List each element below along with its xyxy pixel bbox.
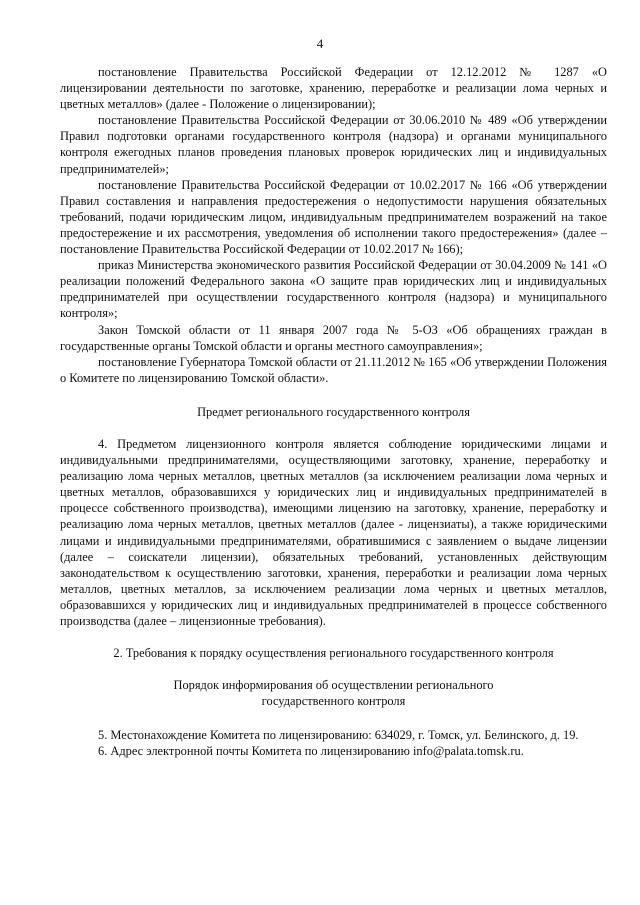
paragraph-governor-decree: постановление Губернатора Томской области от 21.11.2012 № 165 «Об утверждении Положения о Комитете по лицензированию Томской области».	[60, 354, 607, 385]
paragraph-order-141: приказ Министерства экономического развития Российской Федерации от 30.04.2009 № 141 «О реализации положений Федерального закона «О защите прав юридических лиц и индивидуальных предпринимателей при осуществлении государственного контроля (надзора) и муниципального контроля»;	[60, 258, 607, 321]
paragraph-decree-166: постановление Правительства Российской Федерации от 10.02.2017 № 166 «Об утверждении Правил составления и направления предостережения о недопустимости нарушения обязательных требований, подачи юридическим лицом, индивидуальным предпринимателем возражений на такое предостережение и их рассмотрения, уведомления об исполнении такого предостережения» (далее – постановление Правительства Российской Федерации от 10.02.2017 № 166);	[60, 177, 607, 257]
page-number: 4	[316, 36, 324, 51]
subsection-heading	[60, 677, 607, 709]
paragraph-decree-1287: постановление Правительства Российской Федерации от 12.12.2012 № 1287 «О лицензировании деятельности по заготовке, хранению, переработке и реализации лома черных и цветных металлов» (далее - Положение о лицензировании);	[60, 65, 607, 112]
document-body	[60, 64, 607, 759]
paragraph-tomsk-law: Закон Томской области от 11 января 2007 года № 5-ОЗ «Об обращениях граждан в государственные органы Томской области и органы местного самоуправления»;	[60, 322, 607, 353]
paragraph-4: 4. Предметом лицензионного контроля является соблюдение юридическими лицами и индивидуальными предпринимателями, осуществляющими заготовку, хранение, переработку и реализацию лома черных металлов, цветных металлов (за исключением реализации лома черных и цветных металлов, образовавшихся у юридических лиц и индивидуальных предпринимателей в процессе собственного производства), имеющими лицензию на заготовку, хранение, переработку и реализацию лома черных металлов, цветных металлов (далее - лицензиаты), а также юридическими лицами и индивидуальными предпринимателями, обратившимися с заявлением о выдаче лицензии (далее – соискатели лицензии), обязательных требований, установленных действующим законодательством к осуществлению заготовки, хранения, переработки и реализации лома черных металлов, цветных металлов, за исключением реализации лома черных и цветных металлов, образовавшихся у юридических лиц и индивидуальных предпринимателей в процессе собственного производства (далее – лицензионные требования).	[60, 436, 607, 628]
paragraph-6: 6. Адрес электронной почты Комитета по лицензированию info@palata.tomsk.ru.	[98, 744, 524, 759]
section-subject-heading: Предмет регионального государственного контроля	[197, 404, 470, 419]
subsection-heading-line-1: Порядок информирования об осуществлении регионального	[173, 678, 494, 693]
subsection-heading-line-2: государственного контроля	[261, 694, 406, 709]
paragraph-decree-489: постановление Правительства Российской Федерации от 30.06.2010 № 489 «Об утверждении Правил подготовки органами государственного контроля (надзора) и органами муниципального контроля ежегодных планов проведения плановых проверок юридических лиц и индивидуальных предпринимателей»;	[60, 113, 607, 176]
paragraph-5: 5. Местонахождение Комитета по лицензированию: 634029, г. Томск, ул. Белинского, д. 19.	[98, 728, 579, 743]
section-2-heading: 2. Требования к порядку осуществления регионального государственного контроля	[113, 646, 554, 661]
